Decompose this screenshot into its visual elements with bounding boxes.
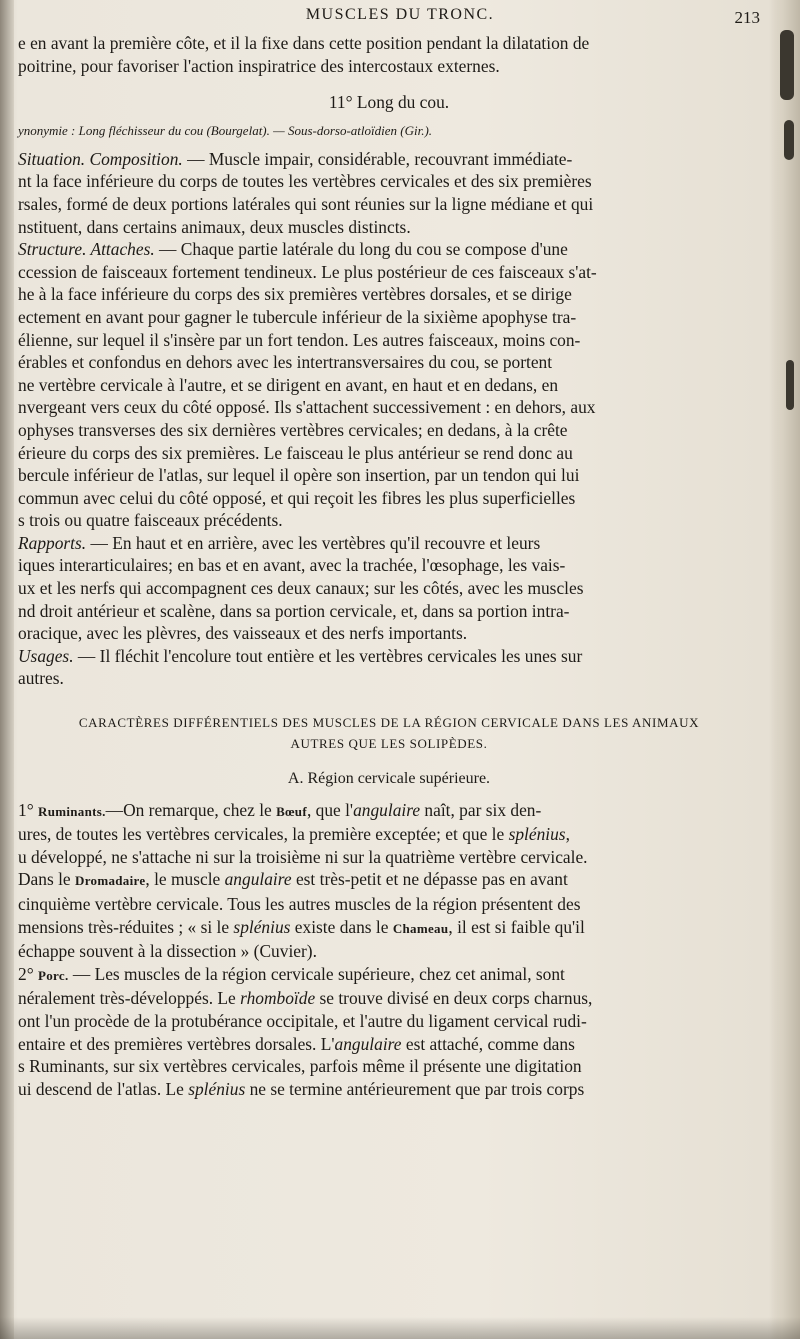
text-line: autres.: [18, 668, 64, 689]
text-line: nt la face inférieure du corps de toutes les vertèbres cervicales et des six premières: [18, 171, 592, 192]
section-caps-heading: CARACTÈRES DIFFÉRENTIELS DES MUSCLES DE LA RÉGION CERVICALE DANS LES ANIMAUX: [78, 715, 700, 731]
paragraph-label: Rapports.: [18, 532, 87, 553]
text-line: mensions très-réduites ; « si le splénius existe dans le Chameau, il est si faible qu'il: [18, 916, 585, 937]
text-line: 2° Porc. — Les muscles de la région cervicale supérieure, chez cet animal, sont: [18, 963, 565, 984]
text-line: Usages. — Il fléchit l'encolure tout entière et les vertèbres cervicales les unes sur: [18, 645, 583, 666]
text-line: érieure du corps des six premières. Le faisceau le plus antérieur se rend donc au: [18, 442, 573, 463]
text-line: u développé, ne s'attache ni sur la troisième ni sur la quatrième vertèbre cervicale.: [18, 846, 588, 867]
text-line: néralement très-développés. Le rhomboïde se trouve divisé en deux corps charnus,: [18, 988, 593, 1009]
text-line: entaire et des premières vertèbres dorsales. L'angulaire est attaché, comme dans: [18, 1033, 575, 1054]
text-line: ectement en avant pour gagner le tubercule inférieur de la sixième apophyse tra-: [18, 306, 577, 327]
page-bottom-shadow: [0, 1317, 800, 1339]
text-line: élienne, sur lequel il s'insère par un fort tendon. Les autres faisceaux, moins con-: [18, 329, 581, 350]
paragraph-label: Situation. Composition.: [18, 148, 183, 169]
section-heading: 11° Long du cou.: [328, 92, 450, 113]
text-line: e en avant la première côte, et il la fixe dans cette position pendant la dilatation de: [18, 33, 590, 53]
edge-ink-mark: [784, 120, 794, 160]
text-line: Dans le Dromadaire, le muscle angulaire est très-petit et ne dépasse pas en avant: [18, 869, 568, 890]
animal-name: Bœuf: [276, 803, 307, 819]
animal-name: Ruminants.: [38, 803, 106, 819]
text-line: 1° Ruminants.—On remarque, chez le Bœuf, que l'angulaire naît, par six den-: [18, 799, 542, 820]
text-line: cinquième vertèbre cervicale. Tous les autres muscles de la région présentent des: [18, 894, 581, 914]
edge-ink-mark: [786, 360, 794, 410]
text-line: iques interarticulaires; en bas et en avant, avec la trachée, l'œsophage, les vais-: [18, 555, 566, 576]
text-line: nstituent, dans certains animaux, deux muscles distincts.: [18, 216, 411, 237]
text-line: commun avec celui du côté opposé, et qui reçoit les fibres les plus superficielles: [18, 487, 576, 508]
page-number: 213: [734, 8, 760, 27]
running-title: MUSCLES DU TRONC.: [305, 6, 495, 23]
text-line: ccession de faisceaux fortement tendineux. Le plus postérieur de ces faisceaux s'at-: [18, 261, 597, 282]
text-line: poitrine, pour favoriser l'action inspiratrice des intercostaux externes.: [18, 55, 500, 76]
paragraph-label: Structure. Attaches.: [18, 239, 155, 260]
text-line: ont l'un procède de la protubérance occipitale, et l'autre du ligament cervical rudi-: [18, 1010, 587, 1031]
text-line: oracique, avec les plèvres, des vaisseaux et des nerfs importants.: [18, 623, 468, 644]
text-line: ne vertèbre cervicale à l'autre, et se dirigent en avant, en haut et en dedans, en: [18, 374, 559, 395]
animal-name: Chameau: [392, 920, 449, 936]
text-line: Rapports. — En haut et en arrière, avec les vertèbres qu'il recouvre et leurs: [18, 532, 541, 553]
page-edge: [770, 0, 800, 1339]
text-line: Structure. Attaches. — Chaque partie latérale du long du cou se compose d'une: [18, 239, 568, 260]
text-line: ophyses transverses des six dernières vertèbres cervicales; en dedans, à la crête: [18, 419, 568, 440]
text-line: échappe souvent à la dissection » (Cuvier).: [18, 941, 317, 962]
text-line: Situation. Composition. — Muscle impair, considérable, recouvrant immédiate-: [18, 148, 573, 169]
text-line: s Ruminants, sur six vertèbres cervicales, parfois même il présente une digitation: [18, 1056, 582, 1077]
paragraph-label: Usages.: [18, 645, 74, 666]
edge-ink-mark: [780, 30, 794, 100]
text-line: nvergeant vers ceux du côté opposé. Ils s'attachent successivement : en dehors, aux: [18, 397, 596, 418]
synonymy-line: ynonymie : Long fléchisseur du cou (Bourgelat). — Sous-dorso-atloïdien (Gir.).: [18, 122, 433, 138]
text-line: ux et les nerfs qui accompagnent ces deux canaux; sur les côtés, avec les muscles: [18, 578, 584, 599]
subsection-heading: A. Région cervicale supérieure.: [287, 770, 491, 788]
text-line: s trois ou quatre faisceaux précédents.: [18, 510, 283, 531]
text-line: rsales, formé de deux portions latérales qui sont réunies sur la ligne médiane et qui: [18, 193, 594, 214]
text-line: ui descend de l'atlas. Le splénius ne se termine antérieurement que par trois corps: [18, 1078, 585, 1099]
text-line: nd droit antérieur et scalène, dans sa portion cervicale, et, dans sa portion intra-: [18, 600, 570, 621]
animal-name: Dromadaire: [75, 873, 146, 889]
section-caps-heading: AUTRES QUE LES SOLIPÈDES.: [290, 736, 488, 752]
page-gutter-shadow: [0, 0, 14, 1339]
animal-name: Porc.: [38, 967, 69, 983]
text-line: bercule inférieur de l'atlas, sur lequel il opère son insertion, par un tendon qui lui: [18, 465, 580, 486]
body-text: [18, 32, 760, 1100]
text-line: ures, de toutes les vertèbres cervicales, la première exceptée; et que le splénius,: [18, 824, 570, 845]
text-line: he à la face inférieure du corps des six premières vertèbres dorsales, et se dirige: [18, 284, 572, 305]
text-line: érables et confondus en dehors avec les intertransversaires du cou, se portent: [18, 352, 553, 373]
